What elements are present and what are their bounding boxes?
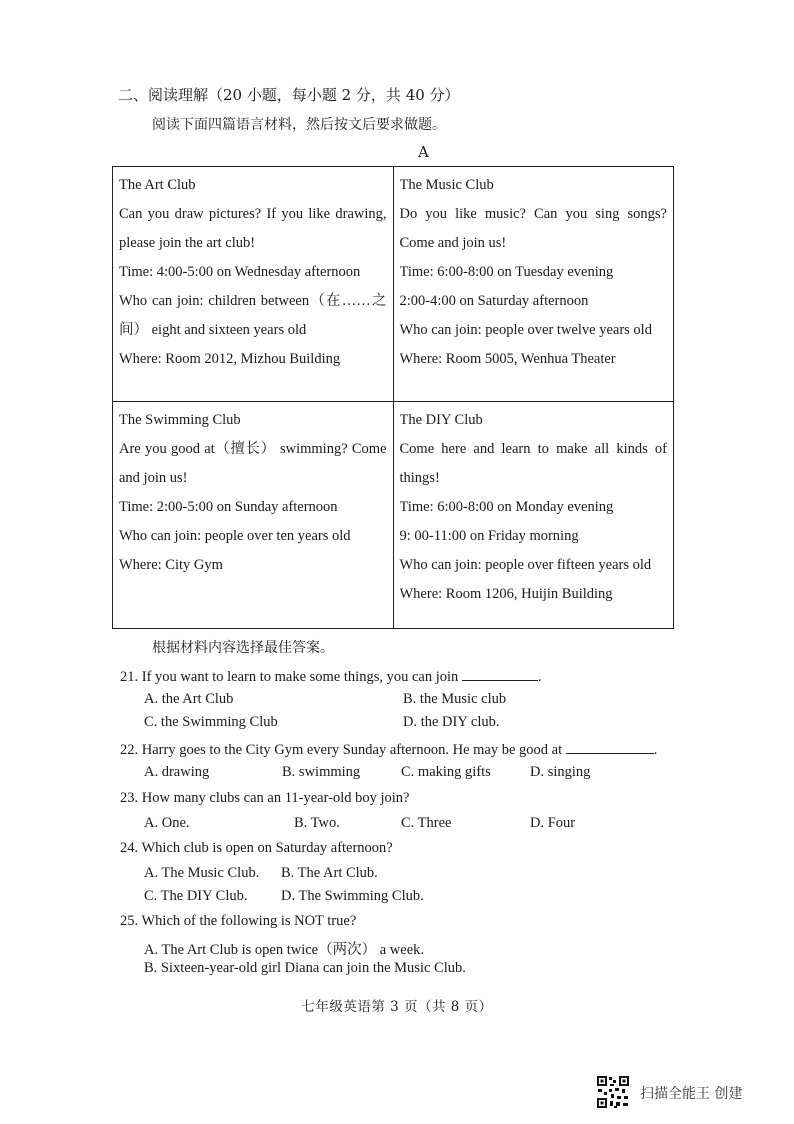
- option[interactable]: A. One.: [144, 815, 190, 831]
- question-stem: 23. How many clubs can an 11-year-old boy join?: [120, 790, 410, 806]
- option[interactable]: D. singing: [530, 764, 591, 780]
- option[interactable]: C. making gifts: [401, 764, 491, 780]
- club-who: Who can join: people over ten years old: [119, 528, 351, 544]
- club-time: Time: 6:00-8:00 on Tuesday evening: [399, 264, 614, 280]
- club-who: Who can join: people over fifteen years old: [399, 557, 652, 573]
- section-title: 二、阅读理解（20 小题，每小题 2 分，共 40 分）: [118, 86, 460, 104]
- club-where: Where: Room 1206, Huijin Building: [399, 586, 613, 602]
- option[interactable]: C. The DIY Club.: [144, 888, 248, 904]
- question-22: [120, 739, 657, 759]
- club-cell-swimming: [113, 402, 394, 629]
- club-who: Who can join: children between（在……之间） eight and sixteen years old: [119, 293, 387, 338]
- option[interactable]: B. Sixteen-year-old girl Diana can join the Music Club.: [144, 960, 466, 976]
- club-cell-art: [113, 167, 394, 402]
- club-where: Where: Room 2012, Mizhou Building: [119, 351, 341, 367]
- option[interactable]: B. the Music club: [403, 691, 507, 707]
- club-intro: Come here and learn to make all kinds of things!: [399, 441, 667, 486]
- option[interactable]: A. The Art Club is open twice（两次） a week.: [144, 942, 425, 958]
- club-cell-music: [393, 167, 674, 402]
- option[interactable]: C. Three: [401, 815, 452, 831]
- club-intro: Do you like music? Can you sing songs? Come and join us!: [399, 206, 667, 251]
- question-24: [120, 840, 393, 857]
- option[interactable]: B. The Art Club.: [281, 865, 378, 881]
- club-time-2: 9: 00-11:00 on Friday morning: [399, 528, 579, 544]
- option[interactable]: D. Four: [530, 815, 576, 831]
- option[interactable]: B. Two.: [294, 815, 340, 831]
- clubs-table: [112, 166, 674, 629]
- club-time: Time: 4:00-5:00 on Wednesday afternoon: [119, 264, 361, 280]
- option[interactable]: A. the Art Club: [144, 691, 234, 707]
- option[interactable]: A. drawing: [144, 764, 210, 780]
- question-23: [120, 790, 410, 807]
- passage-label: A: [418, 143, 429, 161]
- club-where: Where: Room 5005, Wenhua Theater: [399, 351, 616, 367]
- option[interactable]: A. The Music Club.: [144, 865, 260, 881]
- section-instruction: 阅读下面四篇语言材料，然后按文后要求做题。: [152, 117, 446, 133]
- club-intro: Are you good at（擅长） swimming? Come and join us!: [119, 441, 387, 486]
- question-stem: 24. Which club is open on Saturday afternoon?: [120, 840, 393, 856]
- question-stem: 25. Which of the following is NOT true?: [120, 913, 357, 929]
- club-name: The Art Club: [119, 177, 196, 193]
- club-time-2: 2:00-4:00 on Saturday afternoon: [399, 293, 589, 309]
- question-25: [120, 913, 356, 930]
- qr-code-icon: [596, 1075, 630, 1109]
- club-name: The Music Club: [399, 177, 494, 193]
- question-21: [120, 666, 542, 686]
- option[interactable]: D. the DIY club.: [403, 714, 500, 730]
- option[interactable]: C. the Swimming Club: [144, 714, 278, 730]
- question-stem: 21. If you want to learn to make some things, you can join: [120, 669, 459, 685]
- question-end: .: [653, 742, 658, 758]
- club-who: Who can join: people over twelve years old: [399, 322, 652, 338]
- question-end: .: [537, 669, 542, 685]
- page-footer: 七年级英语第 3 页（共 8 页）: [301, 999, 493, 1015]
- club-time: Time: 2:00-5:00 on Sunday afternoon: [119, 499, 338, 515]
- watermark-text: 扫描全能王 创建: [640, 1086, 743, 1102]
- question-stem: 22. Harry goes to the City Gym every Sunday afternoon. He may be good at: [120, 742, 563, 758]
- answer-blank[interactable]: [462, 666, 538, 681]
- option[interactable]: B. swimming: [282, 764, 361, 780]
- answer-blank[interactable]: [566, 739, 654, 754]
- club-time: Time: 6:00-8:00 on Monday evening: [399, 499, 614, 515]
- question-direction: 根据材料内容选择最佳答案。: [152, 640, 334, 656]
- club-name: The DIY Club: [399, 412, 483, 428]
- club-where: Where: City Gym: [119, 557, 223, 573]
- club-cell-diy: [393, 402, 674, 629]
- option[interactable]: D. The Swimming Club.: [281, 888, 424, 904]
- club-name: The Swimming Club: [119, 412, 241, 428]
- club-intro: Can you draw pictures? If you like drawing, please join the art club!: [119, 206, 387, 251]
